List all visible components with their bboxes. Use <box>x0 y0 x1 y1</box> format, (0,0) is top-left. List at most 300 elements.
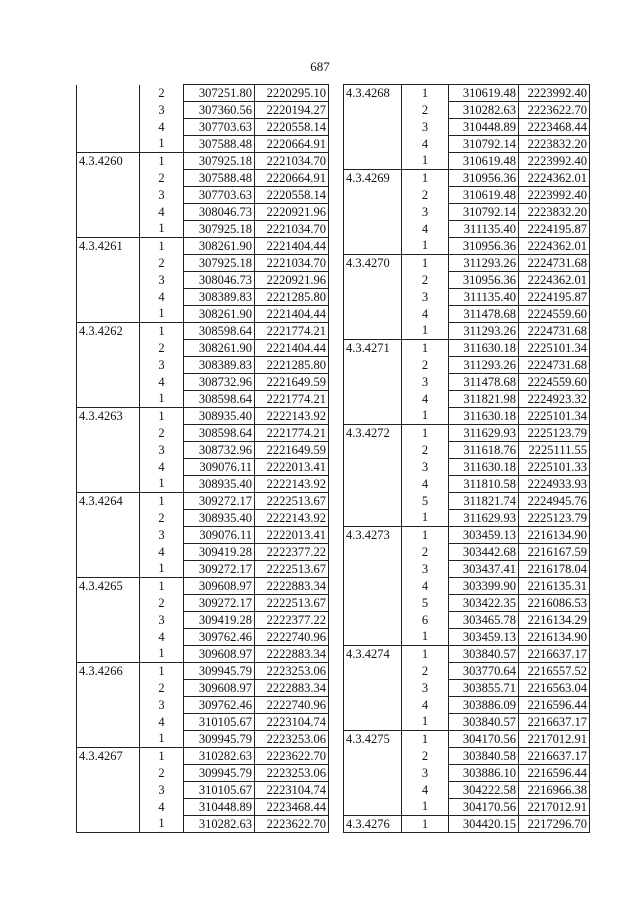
y-coordinate-cell: 2222513.67 <box>255 493 329 510</box>
table-row <box>77 425 329 442</box>
table-row <box>344 170 590 187</box>
table-row <box>77 476 329 493</box>
table-row <box>77 799 329 816</box>
table-row <box>77 119 329 136</box>
point-number-cell: 2 <box>140 510 184 527</box>
parcel-id-cell <box>344 697 402 714</box>
table-row <box>344 578 590 595</box>
y-coordinate-cell: 2217296.70 <box>519 816 590 833</box>
parcel-id-cell <box>344 493 402 510</box>
parcel-id-cell <box>344 289 402 306</box>
point-number-cell: 2 <box>402 748 449 765</box>
x-coordinate-cell: 303422.35 <box>449 595 519 612</box>
point-number-cell: 2 <box>140 425 184 442</box>
y-coordinate-cell: 2224731.68 <box>519 323 590 340</box>
y-coordinate-cell: 2216596.44 <box>519 765 590 782</box>
y-coordinate-cell: 2224731.68 <box>519 255 590 272</box>
point-number-cell: 1 <box>402 170 449 187</box>
y-coordinate-cell: 2221774.21 <box>255 323 329 340</box>
point-number-cell: 4 <box>140 119 184 136</box>
table-row <box>344 510 590 527</box>
right-table-body <box>344 85 590 833</box>
point-number-cell: 4 <box>140 289 184 306</box>
table-row <box>77 391 329 408</box>
x-coordinate-cell: 310792.14 <box>449 204 519 221</box>
x-coordinate-cell: 310282.63 <box>184 748 255 765</box>
parcel-id-cell: 4.3.4261 <box>77 238 140 255</box>
x-coordinate-cell: 308261.90 <box>184 238 255 255</box>
x-coordinate-cell: 310792.14 <box>449 136 519 153</box>
parcel-id-cell: 4.3.4272 <box>344 425 402 442</box>
y-coordinate-cell: 2216167.59 <box>519 544 590 561</box>
x-coordinate-cell: 311293.26 <box>449 357 519 374</box>
x-coordinate-cell: 311478.68 <box>449 306 519 323</box>
x-coordinate-cell: 310619.48 <box>449 85 519 102</box>
table-row <box>77 629 329 646</box>
parcel-id-cell <box>77 289 140 306</box>
point-number-cell: 3 <box>140 612 184 629</box>
point-number-cell: 2 <box>140 680 184 697</box>
point-number-cell: 2 <box>402 272 449 289</box>
x-coordinate-cell: 309608.97 <box>184 578 255 595</box>
y-coordinate-cell: 2225123.79 <box>519 510 590 527</box>
point-number-cell: 1 <box>402 408 449 425</box>
left-table-body <box>77 85 329 833</box>
x-coordinate-cell: 311135.40 <box>449 289 519 306</box>
y-coordinate-cell: 2222377.22 <box>255 612 329 629</box>
y-coordinate-cell: 2220194.27 <box>255 102 329 119</box>
table-row <box>77 221 329 238</box>
table-row <box>344 391 590 408</box>
point-number-cell: 2 <box>140 765 184 782</box>
parcel-id-cell <box>77 357 140 374</box>
parcel-id-cell <box>344 153 402 170</box>
parcel-id-cell: 4.3.4274 <box>344 646 402 663</box>
table-row <box>344 595 590 612</box>
y-coordinate-cell: 2220664.91 <box>255 136 329 153</box>
parcel-id-cell <box>344 272 402 289</box>
x-coordinate-cell: 311478.68 <box>449 374 519 391</box>
x-coordinate-cell: 309945.79 <box>184 765 255 782</box>
x-coordinate-cell: 303840.57 <box>449 714 519 731</box>
x-coordinate-cell: 309272.17 <box>184 595 255 612</box>
y-coordinate-cell: 2216178.04 <box>519 561 590 578</box>
parcel-id-cell <box>344 204 402 221</box>
x-coordinate-cell: 309608.97 <box>184 680 255 697</box>
y-coordinate-cell: 2224559.60 <box>519 306 590 323</box>
point-number-cell: 2 <box>402 663 449 680</box>
point-number-cell: 2 <box>140 595 184 612</box>
parcel-id-cell <box>344 221 402 238</box>
x-coordinate-cell: 308598.64 <box>184 323 255 340</box>
parcel-id-cell: 4.3.4260 <box>77 153 140 170</box>
y-coordinate-cell: 2221285.80 <box>255 289 329 306</box>
parcel-id-cell: 4.3.4271 <box>344 340 402 357</box>
x-coordinate-cell: 309272.17 <box>184 493 255 510</box>
parcel-id-cell <box>77 102 140 119</box>
table-row <box>77 255 329 272</box>
y-coordinate-cell: 2223104.74 <box>255 714 329 731</box>
left-coordinates-table <box>76 84 329 833</box>
parcel-id-cell <box>344 476 402 493</box>
table-row <box>77 731 329 748</box>
x-coordinate-cell: 309419.28 <box>184 544 255 561</box>
point-number-cell: 3 <box>140 102 184 119</box>
parcel-id-cell <box>77 714 140 731</box>
parcel-id-cell <box>77 476 140 493</box>
parcel-id-cell <box>77 391 140 408</box>
point-number-cell: 4 <box>402 782 449 799</box>
y-coordinate-cell: 2223104.74 <box>255 782 329 799</box>
parcel-id-cell <box>344 323 402 340</box>
x-coordinate-cell: 311293.26 <box>449 255 519 272</box>
y-coordinate-cell: 2224362.01 <box>519 238 590 255</box>
x-coordinate-cell: 308732.96 <box>184 442 255 459</box>
x-coordinate-cell: 307588.48 <box>184 136 255 153</box>
point-number-cell: 3 <box>402 374 449 391</box>
table-row <box>77 187 329 204</box>
point-number-cell: 2 <box>140 170 184 187</box>
table-row <box>344 187 590 204</box>
point-number-cell: 1 <box>140 136 184 153</box>
point-number-cell: 3 <box>140 442 184 459</box>
point-number-cell: 1 <box>402 425 449 442</box>
x-coordinate-cell: 307588.48 <box>184 170 255 187</box>
table-row <box>77 153 329 170</box>
y-coordinate-cell: 2225101.34 <box>519 340 590 357</box>
point-number-cell: 3 <box>402 204 449 221</box>
x-coordinate-cell: 304170.56 <box>449 731 519 748</box>
table-row <box>77 357 329 374</box>
y-coordinate-cell: 2216563.04 <box>519 680 590 697</box>
point-number-cell: 2 <box>402 187 449 204</box>
parcel-id-cell <box>344 459 402 476</box>
x-coordinate-cell: 311810.58 <box>449 476 519 493</box>
x-coordinate-cell: 310282.63 <box>449 102 519 119</box>
point-number-cell: 4 <box>140 204 184 221</box>
y-coordinate-cell: 2223468.44 <box>519 119 590 136</box>
point-number-cell: 1 <box>402 629 449 646</box>
y-coordinate-cell: 2222013.41 <box>255 459 329 476</box>
point-number-cell: 2 <box>402 442 449 459</box>
parcel-id-cell <box>77 425 140 442</box>
parcel-id-cell <box>77 170 140 187</box>
parcel-id-cell <box>77 816 140 833</box>
table-row <box>77 459 329 476</box>
table-row <box>344 340 590 357</box>
x-coordinate-cell: 308732.96 <box>184 374 255 391</box>
y-coordinate-cell: 2221034.70 <box>255 153 329 170</box>
point-number-cell: 1 <box>140 221 184 238</box>
x-coordinate-cell: 309945.79 <box>184 731 255 748</box>
x-coordinate-cell: 307703.63 <box>184 187 255 204</box>
parcel-id-cell <box>77 782 140 799</box>
y-coordinate-cell: 2224362.01 <box>519 170 590 187</box>
y-coordinate-cell: 2222740.96 <box>255 629 329 646</box>
x-coordinate-cell: 310282.63 <box>184 816 255 833</box>
table-row <box>77 612 329 629</box>
x-coordinate-cell: 308046.73 <box>184 272 255 289</box>
parcel-id-cell <box>344 391 402 408</box>
table-row <box>77 136 329 153</box>
parcel-id-cell <box>77 731 140 748</box>
table-row <box>344 136 590 153</box>
table-row <box>77 714 329 731</box>
point-number-cell: 1 <box>402 816 449 833</box>
table-row <box>344 357 590 374</box>
y-coordinate-cell: 2220558.14 <box>255 187 329 204</box>
table-row <box>344 765 590 782</box>
y-coordinate-cell: 2220664.91 <box>255 170 329 187</box>
x-coordinate-cell: 304420.15 <box>449 816 519 833</box>
point-number-cell: 1 <box>140 748 184 765</box>
table-row <box>77 85 329 102</box>
parcel-id-cell <box>77 187 140 204</box>
x-coordinate-cell: 309076.11 <box>184 459 255 476</box>
parcel-id-cell <box>77 459 140 476</box>
table-row <box>344 680 590 697</box>
x-coordinate-cell: 309945.79 <box>184 663 255 680</box>
y-coordinate-cell: 2216557.52 <box>519 663 590 680</box>
point-number-cell: 3 <box>140 697 184 714</box>
y-coordinate-cell: 2224731.68 <box>519 357 590 374</box>
y-coordinate-cell: 2216134.29 <box>519 612 590 629</box>
x-coordinate-cell: 307925.18 <box>184 221 255 238</box>
point-number-cell: 1 <box>140 238 184 255</box>
table-row <box>344 255 590 272</box>
point-number-cell: 1 <box>402 646 449 663</box>
y-coordinate-cell: 2216637.17 <box>519 646 590 663</box>
x-coordinate-cell: 311629.93 <box>449 425 519 442</box>
point-number-cell: 3 <box>402 459 449 476</box>
y-coordinate-cell: 2223253.06 <box>255 731 329 748</box>
table-row <box>344 85 590 102</box>
y-coordinate-cell: 2220295.10 <box>255 85 329 102</box>
table-row <box>77 408 329 425</box>
table-row <box>344 697 590 714</box>
right-coordinates-table <box>343 84 590 833</box>
x-coordinate-cell: 308261.90 <box>184 340 255 357</box>
x-coordinate-cell: 303465.78 <box>449 612 519 629</box>
x-coordinate-cell: 308935.40 <box>184 510 255 527</box>
x-coordinate-cell: 308935.40 <box>184 408 255 425</box>
point-number-cell: 4 <box>402 221 449 238</box>
table-row <box>77 680 329 697</box>
table-row <box>344 799 590 816</box>
table-row <box>344 221 590 238</box>
x-coordinate-cell: 310448.89 <box>184 799 255 816</box>
table-row <box>344 425 590 442</box>
x-coordinate-cell: 303840.58 <box>449 748 519 765</box>
y-coordinate-cell: 2223468.44 <box>255 799 329 816</box>
parcel-id-cell <box>77 527 140 544</box>
parcel-id-cell <box>77 442 140 459</box>
y-coordinate-cell: 2216134.90 <box>519 629 590 646</box>
y-coordinate-cell: 2223992.40 <box>519 85 590 102</box>
point-number-cell: 1 <box>402 714 449 731</box>
y-coordinate-cell: 2223622.70 <box>519 102 590 119</box>
point-number-cell: 1 <box>402 85 449 102</box>
point-number-cell: 3 <box>402 119 449 136</box>
parcel-id-cell <box>77 680 140 697</box>
x-coordinate-cell: 309076.11 <box>184 527 255 544</box>
parcel-id-cell <box>344 136 402 153</box>
parcel-id-cell: 4.3.4267 <box>77 748 140 765</box>
table-row <box>77 204 329 221</box>
table-row <box>344 612 590 629</box>
x-coordinate-cell: 309762.46 <box>184 629 255 646</box>
y-coordinate-cell: 2216134.90 <box>519 527 590 544</box>
point-number-cell: 3 <box>402 765 449 782</box>
x-coordinate-cell: 311135.40 <box>449 221 519 238</box>
point-number-cell: 4 <box>140 714 184 731</box>
table-row <box>77 238 329 255</box>
table-row <box>344 663 590 680</box>
parcel-id-cell <box>77 629 140 646</box>
parcel-id-cell <box>77 561 140 578</box>
parcel-id-cell: 4.3.4268 <box>344 85 402 102</box>
x-coordinate-cell: 308598.64 <box>184 391 255 408</box>
x-coordinate-cell: 307360.56 <box>184 102 255 119</box>
point-number-cell: 1 <box>140 493 184 510</box>
point-number-cell: 5 <box>402 595 449 612</box>
table-row <box>344 272 590 289</box>
y-coordinate-cell: 2220921.96 <box>255 204 329 221</box>
y-coordinate-cell: 2224945.76 <box>519 493 590 510</box>
x-coordinate-cell: 308935.40 <box>184 476 255 493</box>
parcel-id-cell <box>344 544 402 561</box>
point-number-cell: 4 <box>140 629 184 646</box>
point-number-cell: 1 <box>140 306 184 323</box>
table-row <box>77 442 329 459</box>
x-coordinate-cell: 311618.76 <box>449 442 519 459</box>
parcel-id-cell <box>344 357 402 374</box>
table-row <box>344 493 590 510</box>
table-row <box>344 782 590 799</box>
parcel-id-cell <box>344 102 402 119</box>
point-number-cell: 1 <box>402 510 449 527</box>
table-row <box>344 527 590 544</box>
parcel-id-cell <box>77 374 140 391</box>
x-coordinate-cell: 308389.83 <box>184 357 255 374</box>
point-number-cell: 3 <box>402 289 449 306</box>
parcel-id-cell <box>344 408 402 425</box>
y-coordinate-cell: 2223622.70 <box>255 748 329 765</box>
y-coordinate-cell: 2225101.33 <box>519 459 590 476</box>
parcel-id-cell <box>344 442 402 459</box>
parcel-id-cell: 4.3.4263 <box>77 408 140 425</box>
point-number-cell: 1 <box>140 153 184 170</box>
point-number-cell: 2 <box>402 357 449 374</box>
y-coordinate-cell: 2223622.70 <box>255 816 329 833</box>
parcel-id-cell <box>344 612 402 629</box>
parcel-id-cell <box>344 578 402 595</box>
point-number-cell: 4 <box>402 697 449 714</box>
table-row <box>77 272 329 289</box>
parcel-id-cell <box>344 119 402 136</box>
table-row <box>77 374 329 391</box>
table-row <box>344 646 590 663</box>
table-row <box>77 170 329 187</box>
x-coordinate-cell: 307703.63 <box>184 119 255 136</box>
y-coordinate-cell: 2216637.17 <box>519 714 590 731</box>
parcel-id-cell <box>77 765 140 782</box>
parcel-id-cell <box>77 255 140 272</box>
parcel-id-cell <box>344 680 402 697</box>
parcel-id-cell <box>77 510 140 527</box>
point-number-cell: 1 <box>140 646 184 663</box>
x-coordinate-cell: 311630.18 <box>449 408 519 425</box>
y-coordinate-cell: 2221404.44 <box>255 340 329 357</box>
table-row <box>77 102 329 119</box>
x-coordinate-cell: 303442.68 <box>449 544 519 561</box>
point-number-cell: 1 <box>402 340 449 357</box>
x-coordinate-cell: 307925.18 <box>184 255 255 272</box>
x-coordinate-cell: 303840.57 <box>449 646 519 663</box>
x-coordinate-cell: 310619.48 <box>449 153 519 170</box>
parcel-id-cell <box>344 561 402 578</box>
y-coordinate-cell: 2221034.70 <box>255 255 329 272</box>
point-number-cell: 3 <box>140 527 184 544</box>
y-coordinate-cell: 2223253.06 <box>255 765 329 782</box>
x-coordinate-cell: 308598.64 <box>184 425 255 442</box>
y-coordinate-cell: 2224923.32 <box>519 391 590 408</box>
parcel-id-cell: 4.3.4266 <box>77 663 140 680</box>
y-coordinate-cell: 2223253.06 <box>255 663 329 680</box>
point-number-cell: 1 <box>140 816 184 833</box>
table-row <box>77 765 329 782</box>
point-number-cell: 4 <box>140 544 184 561</box>
y-coordinate-cell: 2216086.53 <box>519 595 590 612</box>
parcel-id-cell <box>344 765 402 782</box>
y-coordinate-cell: 2221404.44 <box>255 306 329 323</box>
y-coordinate-cell: 2222377.22 <box>255 544 329 561</box>
x-coordinate-cell: 310448.89 <box>449 119 519 136</box>
point-number-cell: 1 <box>140 578 184 595</box>
x-coordinate-cell: 308046.73 <box>184 204 255 221</box>
table-row <box>77 748 329 765</box>
table-row <box>344 119 590 136</box>
y-coordinate-cell: 2222883.34 <box>255 680 329 697</box>
table-row <box>344 204 590 221</box>
x-coordinate-cell: 311293.26 <box>449 323 519 340</box>
y-coordinate-cell: 2221034.70 <box>255 221 329 238</box>
table-row <box>344 408 590 425</box>
y-coordinate-cell: 2216596.44 <box>519 697 590 714</box>
y-coordinate-cell: 2217012.91 <box>519 799 590 816</box>
table-row <box>77 323 329 340</box>
page-number: 687 <box>310 59 330 74</box>
table-row <box>77 561 329 578</box>
table-row <box>344 714 590 731</box>
parcel-id-cell <box>344 748 402 765</box>
parcel-id-cell <box>344 714 402 731</box>
point-number-cell: 3 <box>140 782 184 799</box>
x-coordinate-cell: 311821.74 <box>449 493 519 510</box>
parcel-id-cell <box>344 187 402 204</box>
y-coordinate-cell: 2222883.34 <box>255 578 329 595</box>
table-row <box>344 629 590 646</box>
x-coordinate-cell: 309762.46 <box>184 697 255 714</box>
table-row <box>344 748 590 765</box>
y-coordinate-cell: 2225101.34 <box>519 408 590 425</box>
table-row <box>77 544 329 561</box>
point-number-cell: 1 <box>402 153 449 170</box>
x-coordinate-cell: 310105.67 <box>184 714 255 731</box>
parcel-id-cell <box>77 697 140 714</box>
table-row <box>344 306 590 323</box>
point-number-cell: 5 <box>402 493 449 510</box>
